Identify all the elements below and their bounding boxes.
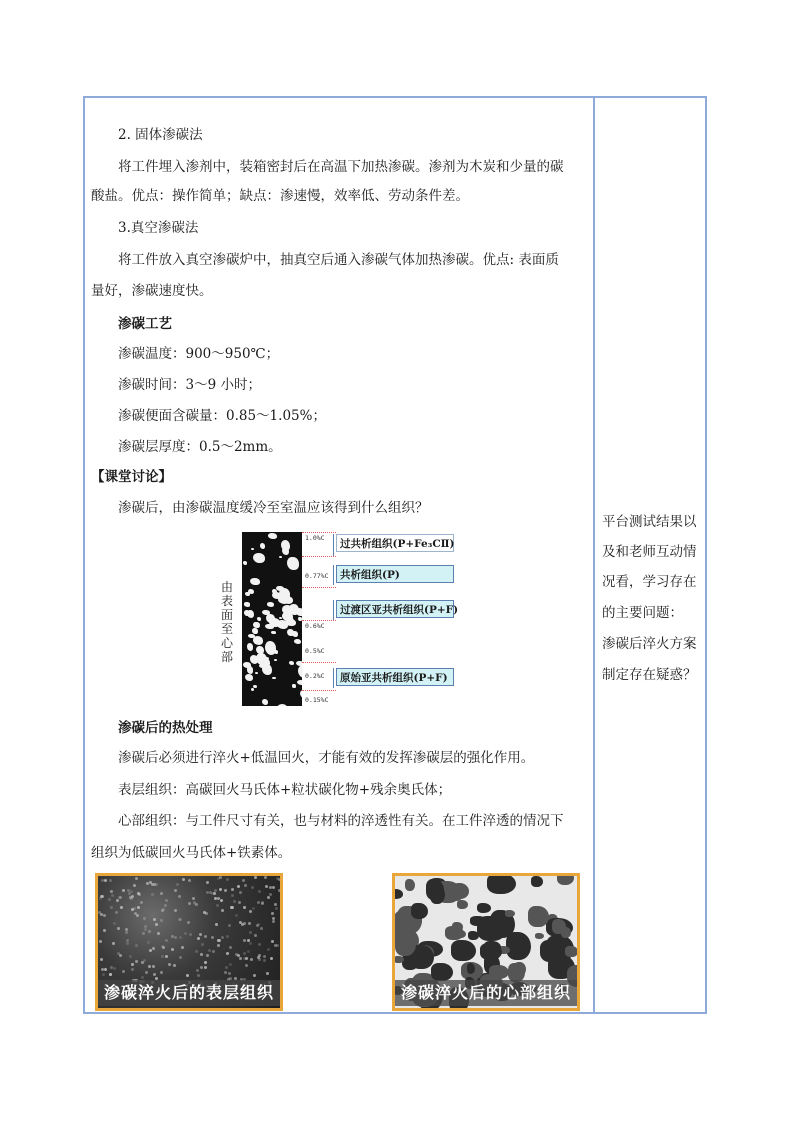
side-note-line: 制定存在疑惑？: [602, 667, 697, 683]
core-structure-line1: 心部组织：与工件尺寸有关，也与材料的淬透性有关。在工件淬透的情况下: [118, 813, 564, 829]
discussion-heading: 【课堂讨论】: [91, 469, 172, 485]
column-divider: [593, 96, 595, 1014]
figure-vertical-char: 心: [220, 636, 233, 650]
process-item: 渗碳层厚度：0.5～2mm。: [118, 439, 282, 455]
side-note-line: 的主要问题：: [602, 605, 683, 621]
process-heading: 渗碳工艺: [118, 316, 172, 332]
vacuum-carburizing-para-line1: 将工件放入真空渗碳炉中，抽真空后通入渗碳气体加热渗碳。优点: 表面质: [118, 252, 559, 268]
side-note-line: 渗碳后淬火方案: [602, 636, 697, 652]
scale-label: 0.77%C: [305, 572, 329, 580]
heat-treatment-heading: 渗碳后的热处理: [118, 720, 213, 736]
solid-carburizing-title: 2. 固体渗碳法: [118, 127, 203, 143]
surface-structure-photo: [95, 873, 283, 1011]
scale-label: 0.2%C: [305, 672, 325, 680]
process-item: 渗碳时间：3～9 小时；: [118, 377, 261, 393]
core-photo-caption: 渗碳淬火后的心部组织: [395, 980, 577, 1006]
carbon-scale: [302, 532, 332, 706]
figure-vertical-char: 面: [220, 608, 233, 622]
core-structure-photo: [392, 873, 580, 1011]
zone-original-hypoeutectoid: 原始亚共析组织(P+F): [336, 668, 454, 686]
figure-vertical-label: [219, 580, 235, 664]
microstructure-image: [242, 532, 302, 706]
scale-label: 0.6%C: [305, 622, 325, 630]
scale-label: 0.5%C: [305, 647, 325, 655]
discussion-question: 渗碳后，由渗碳温度缓冷至室温应该得到什么组织？: [118, 500, 429, 516]
solid-carburizing-para-line2: 酸盐。优点：操作简单；缺点：渗速慢，效率低、劳动条件差。: [91, 188, 469, 204]
scale-label: 1.0%C: [305, 534, 325, 542]
vacuum-carburizing-para-line2: 量好，渗碳速度快。: [91, 283, 213, 299]
side-note-line: 及和老师互动情: [602, 544, 697, 560]
figure-vertical-char: 由: [220, 580, 233, 594]
solid-carburizing-para-line1: 将工件埋入渗剂中，装箱密封后在高温下加热渗碳。渗剂为木炭和少量的碳: [118, 159, 564, 175]
scale-label: 0.15%C: [305, 696, 329, 704]
figure-vertical-char: 至: [220, 622, 233, 636]
figure-vertical-char: 部: [220, 650, 233, 664]
figure-vertical-char: 表: [220, 594, 233, 608]
zone-hypereutectoid: 过共析组织(P+Fe₃CⅡ): [336, 534, 454, 552]
core-structure-line2: 组织为低碳回火马氏体+铁素体。: [91, 845, 292, 861]
zone-transition-hypoeutectoid: 过渡区亚共析组织(P+F): [336, 600, 454, 618]
surface-structure: 表层组织：高碳回火马氏体+粒状碳化物+残余奥氏体；: [118, 782, 452, 798]
zone-eutectoid: 共析组织(P): [336, 565, 454, 583]
process-item: 渗碳便面含碳量：0.85～1.05%；: [118, 408, 326, 424]
side-note-line: 平台测试结果以: [602, 514, 697, 530]
surface-photo-caption: 渗碳淬火后的表层组织: [98, 980, 280, 1006]
process-item: 渗碳温度：900～950℃；: [118, 346, 280, 362]
side-note-line: 况看，学习存在: [602, 574, 697, 590]
heat-treatment-para1: 渗碳后必须进行淬火+低温回火，才能有效的发挥渗碳层的强化作用。: [118, 750, 535, 766]
vacuum-carburizing-title: 3.真空渗碳法: [118, 220, 199, 236]
